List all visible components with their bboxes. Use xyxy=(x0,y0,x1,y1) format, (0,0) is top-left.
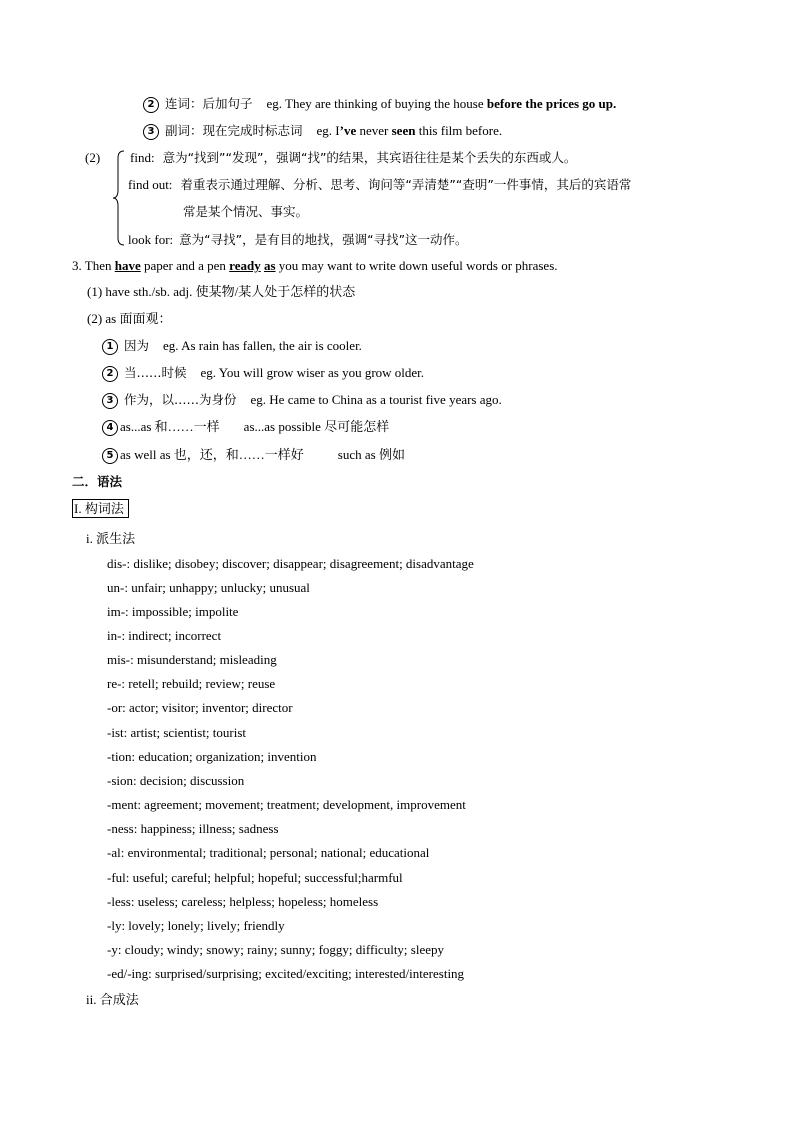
sentence-3-c: you may want to write down useful words or phrases. xyxy=(278,258,558,273)
affix-line: -al: environmental; traditional; personal; national; educational xyxy=(107,845,430,860)
affix-line: -ed/-ing: surprised/surprising; excited/exciting; interested/interesting xyxy=(107,966,465,981)
sentence-3 xyxy=(72,257,558,275)
adv-example-e: this film before. xyxy=(418,123,503,138)
circled-number: 2 xyxy=(143,97,159,113)
affix-line: -ist: artist; scientist; tourist xyxy=(107,725,247,740)
as-item-eg: eg. You will grow wiser as you grow older. xyxy=(200,365,425,380)
affix-line: re-: retell; rebuild; review; reuse xyxy=(107,676,276,691)
circled-number: 1 xyxy=(102,339,118,355)
affix-line: dis-: dislike; disobey; discover; disappear; disagreement; disadvantage xyxy=(107,556,474,571)
conj-example: eg. They are thinking of buying the house xyxy=(266,96,484,111)
as-heading: (2) as 面面观： xyxy=(87,311,172,326)
affix-line: -ment: agreement; movement; treatment; development, improvement xyxy=(107,797,466,812)
adv-label: 副词：现在完成时标志词 xyxy=(165,123,303,138)
as-item-cn: 因为 xyxy=(124,338,150,353)
adv-example-b: ’ve xyxy=(339,123,357,138)
circled-number: 2 xyxy=(102,366,118,382)
as-item-eg: as...as possible 尽可能怎样 xyxy=(243,419,390,434)
find-line xyxy=(130,149,576,167)
sentence-3-b: paper and a pen xyxy=(143,258,226,273)
as-item xyxy=(102,337,362,355)
conj-line xyxy=(143,95,616,113)
as-item-cn: as...as 和……一样 xyxy=(120,419,220,434)
conj-label: 连词：后加句子 xyxy=(165,96,253,111)
sentence-3-as: as xyxy=(263,258,276,273)
circled-number: 5 xyxy=(102,448,118,464)
affix-line: -or: actor; visitor; inventor; director xyxy=(107,700,293,715)
find-desc: 意为“找到”“发现”，强调“找”的结果，其宾语往往是某个丢失的东西或人。 xyxy=(162,150,577,165)
section-heading: 二．语法 xyxy=(72,474,123,489)
affix-line: mis-: misunderstand; misleading xyxy=(107,652,277,667)
brace-icon xyxy=(112,150,126,246)
affix-line: -y: cloudy; windy; snowy; rainy; sunny; foggy; difficulty; sleepy xyxy=(107,942,445,957)
circled-number: 4 xyxy=(102,420,118,436)
as-item-cn: 作为，以……为身份 xyxy=(124,392,237,407)
affix-line: -sion: decision; discussion xyxy=(107,773,245,788)
as-item-eg: such as 例如 xyxy=(337,447,405,462)
circled-number: 3 xyxy=(143,124,159,140)
word-formation-label: I. 构词法 xyxy=(72,499,129,518)
word-formation-heading xyxy=(72,500,129,518)
as-item xyxy=(102,418,389,436)
as-item-eg: eg. As rain has fallen, the air is cooler. xyxy=(163,338,362,353)
adv-example-c: never xyxy=(359,123,389,138)
as-item xyxy=(102,391,502,409)
find-out-desc-cont: 常是某个情况、事实。 xyxy=(183,204,309,219)
look-for-desc: 意为“寻找”，是有目的地找，强调“寻找”这一动作。 xyxy=(179,232,468,247)
affix-line: -ful: useful; careful; helpful; hopeful; successful;harmful xyxy=(107,870,403,885)
as-item xyxy=(102,364,424,382)
find-out-term: find out: xyxy=(128,177,173,192)
adv-example-d: seen xyxy=(391,123,416,138)
as-item-cn: as well as 也，还，和……一样好 xyxy=(120,447,304,462)
find-group-number: (2) xyxy=(85,150,101,165)
affix-line: in-: indirect; incorrect xyxy=(107,628,222,643)
conj-example-bold: before the prices go up. xyxy=(486,96,617,111)
affix-line: im-: impossible; impolite xyxy=(107,604,239,619)
sentence-3-have: have xyxy=(114,258,141,273)
affix-line: -less: useless; careless; helpless; hopeless; homeless xyxy=(107,894,379,909)
derivation-heading: i. 派生法 xyxy=(86,531,136,546)
affix-line: un-: unfair; unhappy; unlucky; unusual xyxy=(107,580,310,595)
adv-example-a: eg. I xyxy=(316,123,340,138)
affix-line: -ness: happiness; illness; sadness xyxy=(107,821,279,836)
look-for-term: look for: xyxy=(128,232,174,247)
sentence-3-a: 3. Then xyxy=(72,258,112,273)
find-out-line xyxy=(128,176,631,194)
circled-number: 3 xyxy=(102,393,118,409)
as-item-cn: 当……时候 xyxy=(124,365,187,380)
adv-line xyxy=(143,122,502,140)
have-note: (1) have sth./sb. adj. 使某物/某人处于怎样的状态 xyxy=(87,284,356,299)
as-item xyxy=(102,446,405,464)
as-item-eg: eg. He came to China as a tourist five years ago. xyxy=(250,392,502,407)
find-term: find: xyxy=(130,150,155,165)
compounding-heading: ii. 合成法 xyxy=(86,992,139,1007)
affix-line: -ly: lovely; lonely; lively; friendly xyxy=(107,918,285,933)
sentence-3-ready: ready xyxy=(229,258,261,273)
find-out-desc: 着重表示通过理解、分析、思考、询问等“弄清楚”“查明”一件事情，其后的宾语常 xyxy=(180,177,632,192)
look-for-line xyxy=(128,231,468,249)
affix-line: -tion: education; organization; invention xyxy=(107,749,317,764)
